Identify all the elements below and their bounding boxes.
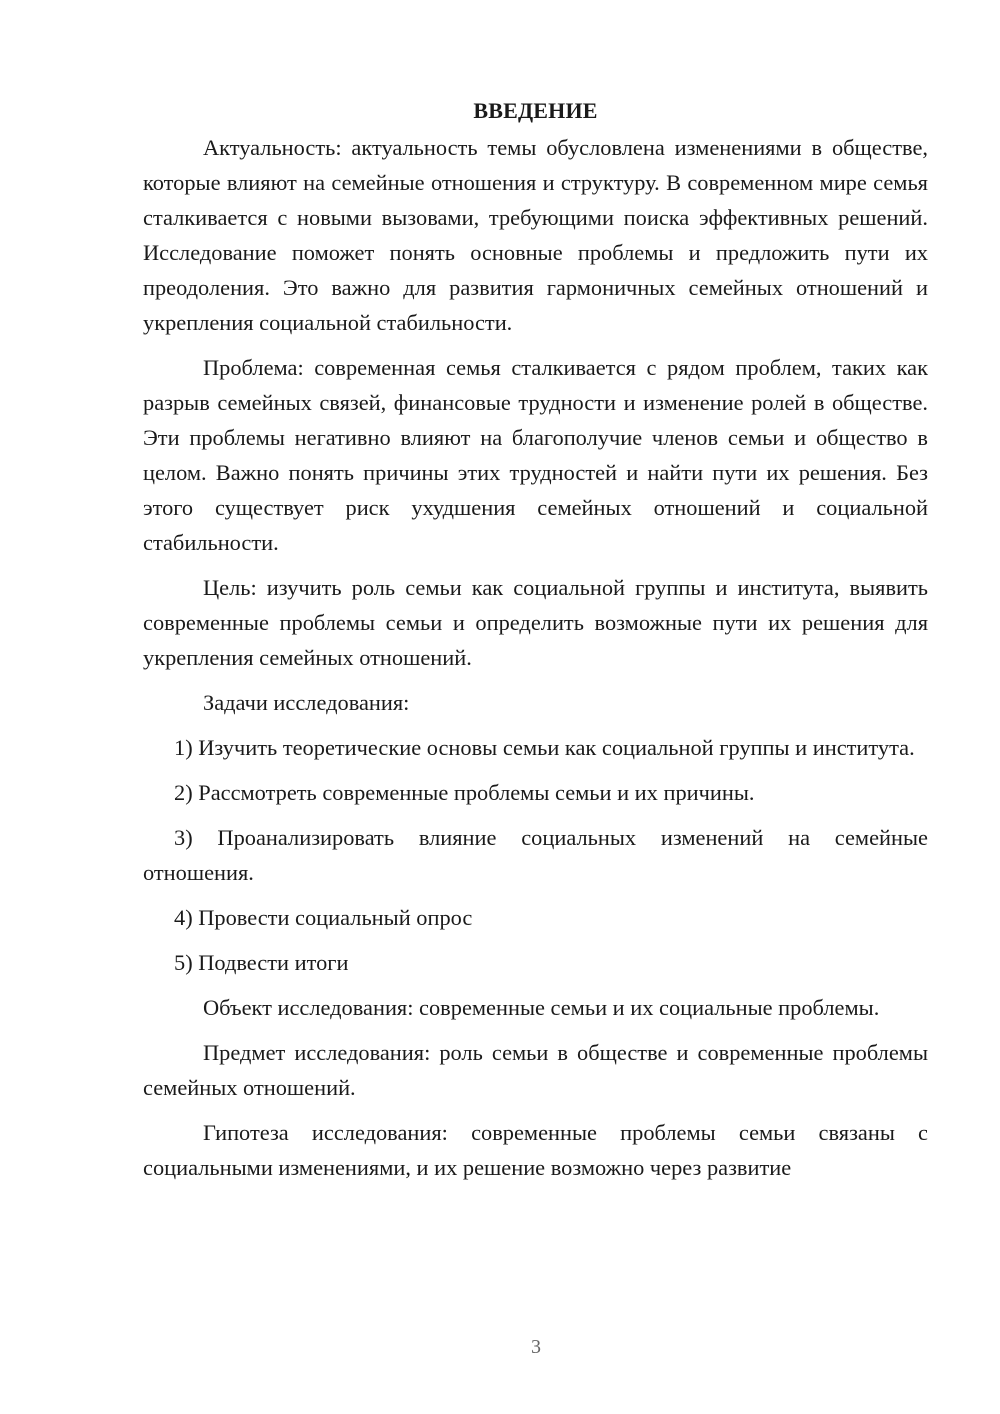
tasks-title: Задачи исследования: [203,690,410,715]
task-item-5: 5) Подвести итоги [174,950,349,975]
paragraph-subject: Предмет исследования: роль семьи в обществе и современные проблемы семейных отношений. [143,1040,928,1100]
task-item-2: 2) Рассмотреть современные проблемы семьи и их причины. [174,780,755,805]
paragraph-object: Объект исследования: современные семьи и их социальные проблемы. [203,995,880,1020]
section-heading: ВВЕДЕНИЕ [473,98,598,123]
page-number: 3 [531,1336,541,1358]
task-item-4: 4) Провести социальный опрос [174,905,473,930]
task-item-1: 1) Изучить теоретические основы семьи как социальной группы и института. [174,735,915,760]
task-item-3: 3) Проанализировать влияние социальных изменений на семейные отношения. [143,825,928,885]
paragraph-relevance: Актуальность: актуальность темы обусловлена изменениями в обществе, которые влияют на семейные отношения и структуру. В современном мире семья сталкивается с новыми вызовами, требующими поиска эффективных решений. Исследование поможет понять основные проблемы и предложить пути их преодоления. Это важно для развития гармоничных семейных отношений и укрепления социальной стабильности. [143,135,928,335]
page-body [143,96,928,1195]
paragraph-hypothesis: Гипотеза исследования: современные проблемы семьи связаны с социальными изменениями, и их решение возможно через развитие [143,1120,928,1180]
paragraph-goal: Цель: изучить роль семьи как социальной группы и института, выявить современные проблемы семьи и определить возможные пути их решения для укрепления семейных отношений. [143,575,928,670]
paragraph-problem: Проблема: современная семья сталкивается с рядом проблем, таких как разрыв семейных связей, финансовые трудности и изменение ролей в обществе. Эти проблемы негативно влияют на благополучие членов семьи и общество в целом. Важно понять причины этих трудностей и найти пути их решения. Без этого существует риск ухудшения семейных отношений и социальной стабильности. [143,355,928,555]
